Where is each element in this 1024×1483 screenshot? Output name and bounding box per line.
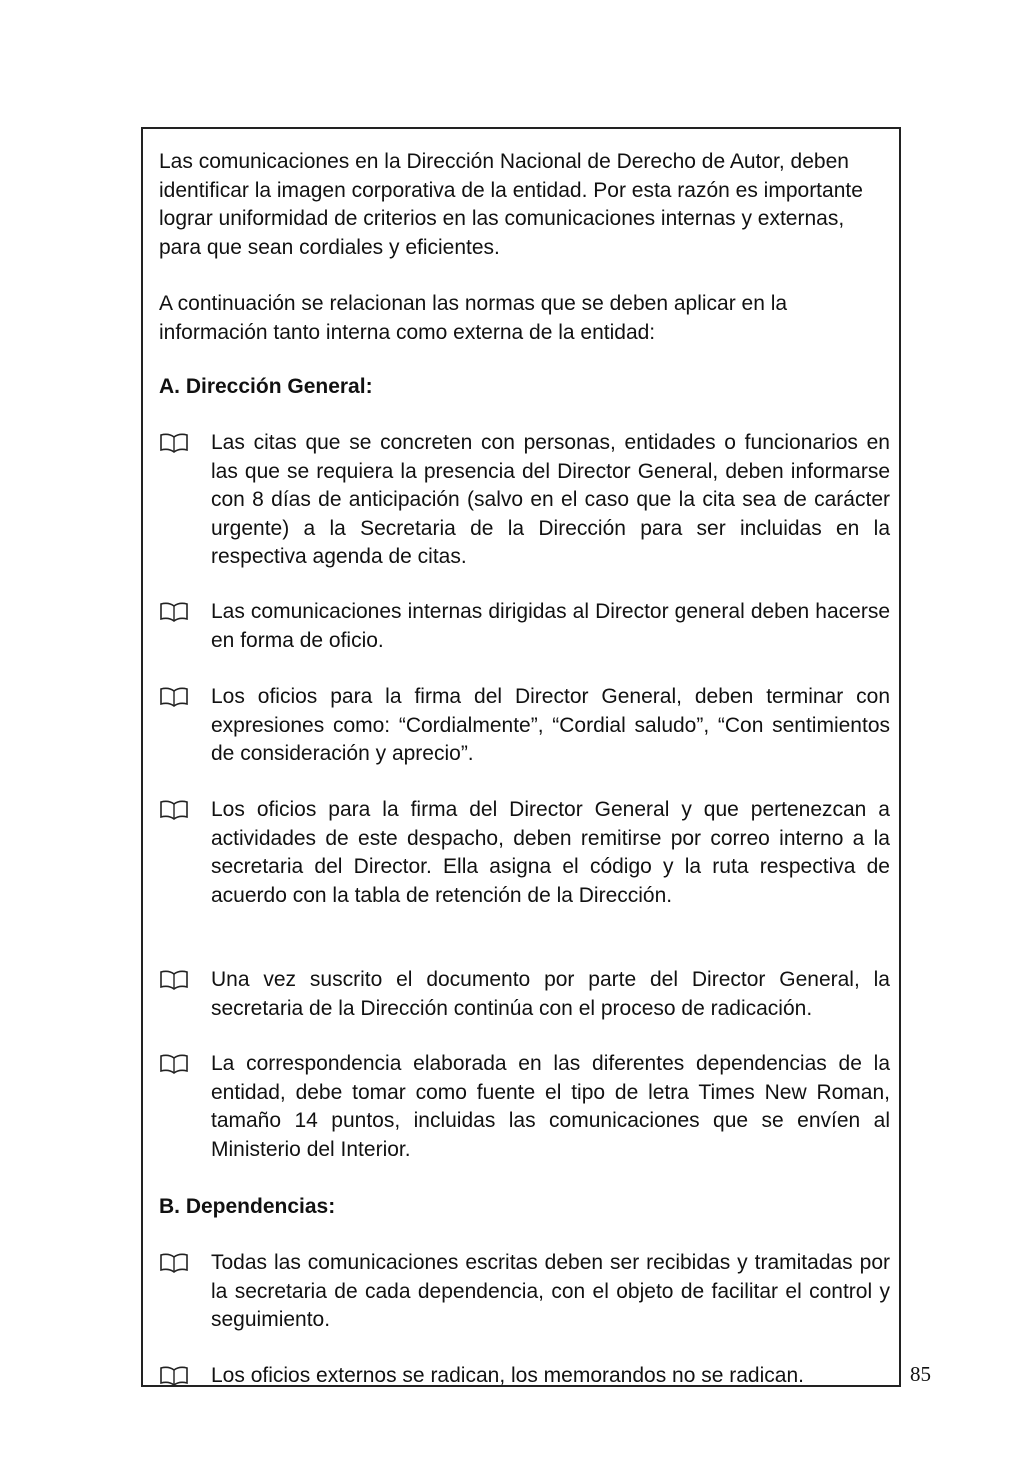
list-item-text: Una vez suscrito el documento por parte del Director General, la secretaria de la Dirección continúa con el proceso de radicación. [211,968,890,1020]
list-item [159,429,890,572]
open-book-icon [159,686,189,708]
open-book-icon [159,432,189,454]
open-book-icon [159,1252,189,1274]
open-book-icon [159,1365,189,1387]
list-item-text: Las citas que se concreten con personas, entidades o funcionarios en las que se requiera la presencia del Director General, deben informarse con 8 días de anticipación (salvo en el caso que la cita sea de carácter urgente) a la Secretaria de la Dirección para ser incluidas en la respectiva agenda de citas. [211,431,890,568]
section-b-heading: B. Dependencias: [159,1195,336,1218]
intro-paragraph-1: Las comunicaciones en la Dirección Nacional de Derecho de Autor, deben identificar la imagen corporativa de la entidad. Por esta razón es importante lograr uniformidad de criterios en las comunicaciones internas y externas, para que sean cordiales y eficientes. [159,150,863,259]
list-item [159,598,890,655]
list-item-text: Todas las comunicaciones escritas deben ser recibidas y tramitadas por la secretaria de cada dependencia, con el objeto de facilitar el control y seguimiento. [211,1251,890,1331]
open-book-icon [159,969,189,991]
list-item [159,1050,890,1164]
list-item-text: Los oficios para la firma del Director General y que pertenezcan a actividades de este despacho, deben remitirse por correo interno a la secretaria del Director. Ella asigna el código y la ruta respectiva de acuerdo con la tabla de retención de la Dirección. [211,798,890,907]
list-item-text: Los oficios externos se radican, los memorandos no se radican. [211,1364,804,1387]
intro-paragraph-2: A continuación se relacionan las normas que se deben aplicar en la información tanto interna como externa de la entidad: [159,292,788,344]
list-item [159,796,890,910]
section-a-heading: A. Dirección General: [159,375,373,398]
list-item [159,1362,890,1391]
list-item-text: Los oficios para la firma del Director General, deben terminar con expresiones como: “Cordialmente”, “Cordial saludo”, “Con sentimientos de consideración y aprecio”. [211,685,890,765]
open-book-icon [159,601,189,623]
list-item [159,683,890,769]
list-item-text: La correspondencia elaborada en las diferentes dependencias de la entidad, debe tomar como fuente el tipo de letra Times New Roman, tamaño 14 puntos, incluidas las comunicaciones que se envíen al Ministerio del Interior. [211,1052,890,1161]
list-item [159,1249,890,1335]
open-book-icon [159,799,189,821]
open-book-icon [159,1053,189,1075]
list-item-text: Las comunicaciones internas dirigidas al Director general deben hacerse en forma de oficio. [211,600,890,652]
list-item [159,966,890,1023]
page-number: 85 [910,1362,931,1386]
